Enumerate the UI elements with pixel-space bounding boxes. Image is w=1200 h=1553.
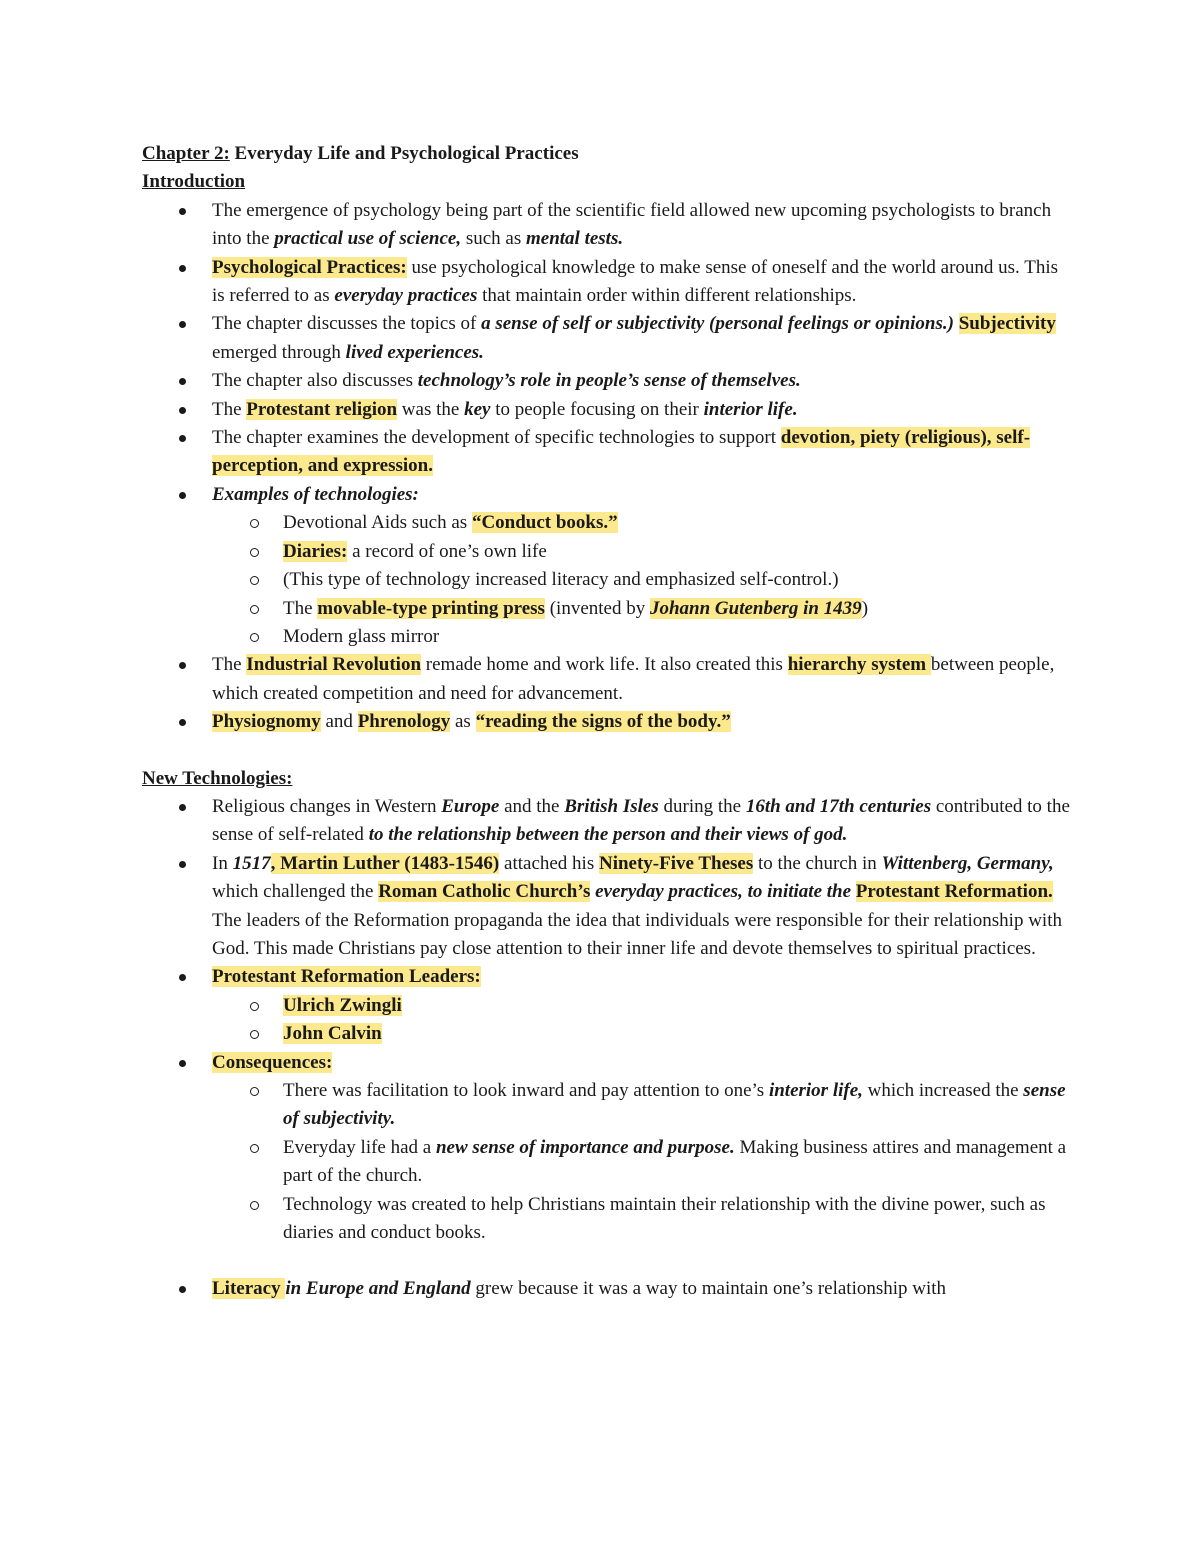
consequences-sublist [212,1077,1072,1247]
list-item: The Industrial Revolution remade home and work life. It also created this hierarchy system between people, which created competition and need for advancement. [142,651,1072,708]
list-item: Psychological Practices: use psychological knowledge to make sense of oneself and the world around us. This is referred to as everyday practices that maintain order within different relationships. [142,254,1072,311]
list-item: Physiognomy and Phrenology as “reading the signs of the body.” [142,708,1072,736]
sublist-item: Technology was created to help Christians maintain their relationship with the divine power, such as diaries and conduct books. [142,1191,1072,1248]
sublist-item: Ulrich Zwingli [142,992,1072,1020]
list-item: The emergence of psychology being part of the scientific field allowed new upcoming psychologists to branch into the practical use of science, such as mental tests. [142,197,1072,254]
list-item: Examples of technologies: Devotional Aids such as “Conduct books.” Diaries: a record of one’s own life (This type of technology increased literacy and emphasized self-control.) The movable-type printing press (invented by Johann Gutenberg in 1439) Modern glass mirror [142,481,1072,651]
new-technologies-list [142,793,1072,1248]
document-title [142,140,1072,168]
list-item: Consequences: There was facilitation to look inward and pay attention to one’s interior life, which increased the sense of subjectivity. Everyday life had a new sense of importance and purpose. Making business attires and management a part of the church. Technology was created to help Christians maintain their relationship with the divine power, such as diaries and conduct books. [142,1049,1072,1248]
list-item: The Protestant religion was the key to people focusing on their interior life. [142,396,1072,424]
literacy-list [142,1275,1072,1303]
document-page [142,140,1072,1304]
sublist-item: (This type of technology increased literacy and emphasized self-control.) [142,566,1072,594]
sublist-item: Modern glass mirror [142,623,1072,651]
list-item: Religious changes in Western Europe and the British Isles during the 16th and 17th centuries contributed to the sense of self-related to the relationship between the person and their views of god. [142,793,1072,850]
sublist-item: There was facilitation to look inward and pay attention to one’s interior life, which increased the sense of subjectivity. [142,1077,1072,1134]
title-text: Everyday Life and Psychological Practices [229,143,579,164]
list-item: Literacy in Europe and England grew because it was a way to maintain one’s relationship with [142,1275,1072,1303]
introduction-list [142,197,1072,737]
section-heading-introduction: Introduction [142,171,246,193]
list-item: The chapter discusses the topics of a sense of self or subjectivity (personal feelings or opinions.) Subjectivity emerged through lived experiences. [142,310,1072,367]
list-item: The chapter also discusses technology’s role in people’s sense of themselves. [142,367,1072,395]
examples-sublist [212,509,1072,651]
section-spacer [142,1247,1072,1275]
sublist-item: Devotional Aids such as “Conduct books.” [142,509,1072,537]
sublist-item: The movable-type printing press (invented by Johann Gutenberg in 1439) [142,595,1072,623]
list-item: Protestant Reformation Leaders: Ulrich Zwingli John Calvin [142,963,1072,1048]
list-item: The chapter examines the development of specific technologies to support devotion, piety (religious), self-perception, and expression. [142,424,1072,481]
section-spacer [142,737,1072,765]
leaders-sublist [212,992,1072,1049]
sublist-item: Diaries: a record of one’s own life [142,538,1072,566]
section-heading-new-technologies: New Technologies: [142,767,293,789]
sublist-item: Everyday life had a new sense of importance and purpose. Making business attires and management a part of the church. [142,1134,1072,1191]
list-item: In 1517, Martin Luther (1483-1546) attached his Ninety-Five Theses to the church in Wittenberg, Germany, which challenged the Roman Catholic Church’s everyday practices, to initiate the Protestant Reformation. The leaders of the Reformation propaganda the idea that individuals were responsible for their relationship with God. This made Christians pay close attention to their inner life and devote themselves to spiritual practices. [142,850,1072,964]
sublist-item: John Calvin [142,1020,1072,1048]
title-chapter: Chapter 2: [142,143,230,164]
